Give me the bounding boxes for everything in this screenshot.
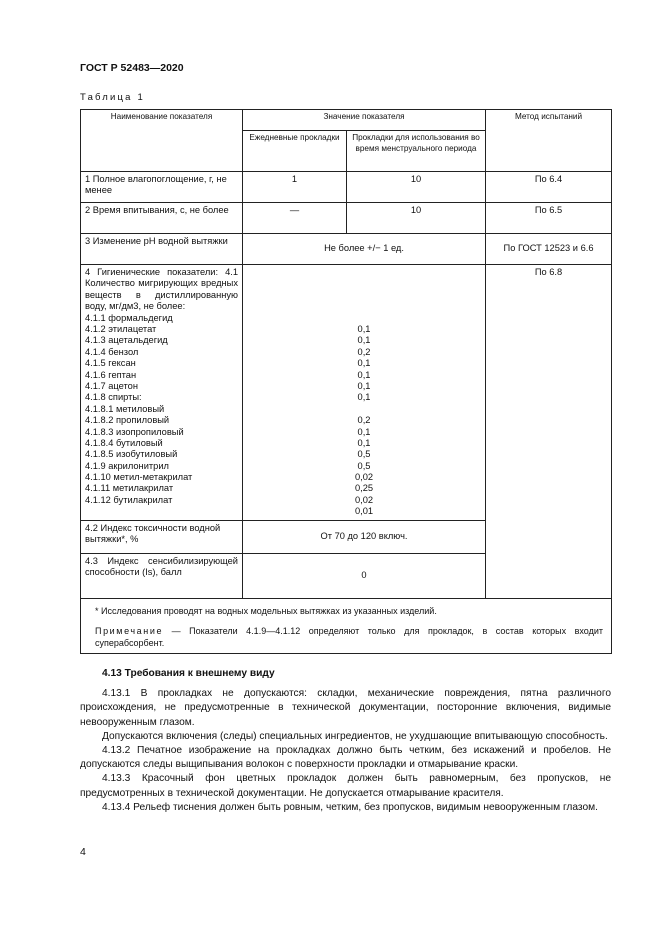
- table-row: [81, 234, 612, 265]
- row-method: По 6.4: [486, 172, 612, 203]
- hygiene-names: [81, 265, 243, 521]
- hygiene-item-value: 0,02: [354, 472, 374, 483]
- hygiene-item-name: 4.1.5 гексан: [85, 358, 136, 369]
- hygiene-item-values: [247, 324, 481, 518]
- toxicity-name: 4.2 Индекс токсичности водной вытяжки*, %: [81, 520, 243, 553]
- hygiene-item-name: 4.1.8.2 пропиловый: [85, 415, 170, 426]
- hygiene-item-name: 4.1.10 метил-метакрилат: [85, 472, 193, 483]
- indicators-table: [80, 109, 612, 654]
- note-label: Примечание: [95, 625, 164, 636]
- paragraph: 4.13.3 Красочный фон цветных прокладок должен быть равномерным, без пропусков, не предусмотренных в технической документации. Не допускается отмарывание красителя.: [80, 773, 611, 799]
- row-menstrual: 10: [347, 203, 486, 234]
- section-title: 4.13 Требования к внешнему виду: [102, 668, 275, 679]
- toxicity-value: От 70 до 120 включ.: [243, 520, 486, 553]
- sensitization-value: 0: [243, 553, 486, 598]
- row-name: 1 Полное влагопоглощение, г, не менее: [81, 172, 243, 203]
- hygiene-method: По 6.8: [486, 265, 612, 599]
- header-menstrual: Прокладки для использования во время менструального периода: [347, 131, 486, 172]
- hygiene-item-value: 0,1: [357, 335, 371, 346]
- hygiene-item-name: 4.1.2 этилацетат: [85, 324, 157, 335]
- row-name: 3 Изменение pH водной вытяжки: [81, 234, 243, 265]
- hygiene-item-name: 4.1.8.4 бутиловый: [85, 437, 163, 448]
- hygiene-item-value: 0,1: [357, 437, 371, 448]
- hygiene-item-name: 4.1.8.3 изопропиловый: [85, 426, 184, 437]
- standard-designation: ГОСТ Р 52483—2020: [80, 62, 184, 74]
- row-method: По 6.5: [486, 203, 612, 234]
- hygiene-item-value: 0,5: [357, 449, 371, 460]
- header-method: Метод испытаний: [486, 110, 612, 172]
- table-footnote-row: [81, 598, 612, 653]
- hygiene-item-name: 4.1.6 гептан: [85, 369, 137, 380]
- hygiene-item-value: 0,01: [354, 506, 374, 517]
- hygiene-item-value: 0,5: [357, 460, 371, 471]
- page-number: 4: [80, 846, 86, 858]
- row-name: 2 Время впитывания, с, не более: [81, 203, 243, 234]
- hygiene-item-value: 0,02: [354, 494, 374, 505]
- row-daily: —: [243, 203, 347, 234]
- table-row: [81, 172, 612, 203]
- paragraph: 4.13.2 Печатное изображение на прокладках должно быть четким, без искажений и пробелов. Не допускаются следы выщипывания волокон с поверхности прокладки и отмарывание краски.: [80, 745, 611, 771]
- hygiene-item-value: 0,25: [354, 483, 374, 494]
- row-daily: 1: [243, 172, 347, 203]
- hygiene-intro: 4 Гигиенические показатели: 4.1 Количество мигрирующих вредных веществ в дистиллированную воду, мг/дм3, не более:: [85, 267, 238, 312]
- hygiene-item-value: 0,1: [357, 369, 371, 380]
- table-note: [95, 625, 603, 649]
- hygiene-item-value: 0,1: [357, 324, 371, 334]
- hygiene-item-name: 4.1.4 бензол: [85, 346, 139, 357]
- hygiene-item-value: 0,1: [357, 392, 371, 403]
- hygiene-item-name: 4.1.7 ацетон: [85, 380, 138, 391]
- section-4-13: [80, 667, 611, 815]
- table-footnote: * Исследования проводят на водных модельных вытяжках из указанных изделий.: [95, 605, 437, 616]
- hygiene-item-value: 0,1: [357, 426, 371, 437]
- paragraph: 4.13.1 В прокладках не допускаются: складки, механические повреждения, пятна различного происхождения, не предусмотренные в технической документации, посторонние включения, видимые невооруженным глазом.: [80, 688, 611, 728]
- row-merged-value: Не более +/− 1 ед.: [243, 234, 486, 265]
- row-menstrual: 10: [347, 172, 486, 203]
- sensitization-name: 4.3 Индекс сенсибилизирующей способности (Is), балл: [81, 553, 243, 598]
- header-daily: Ежедневные прокладки: [243, 131, 347, 172]
- hygiene-item-name: 4.1.3 ацетальдегид: [85, 335, 168, 346]
- hygiene-item-value: 0,2: [357, 346, 371, 357]
- table-row-hygiene: [81, 265, 612, 521]
- hygiene-values: [243, 265, 486, 521]
- table-caption: Таблица 1: [80, 92, 145, 103]
- hygiene-item-name: 4.1.1 формальдегид: [85, 312, 173, 323]
- hygiene-item-name: 4.1.8.1 метиловый: [85, 403, 165, 414]
- header-name: Наименование показателя: [81, 110, 243, 172]
- hygiene-item-name: 4.1.8 спирты:: [85, 392, 142, 403]
- table-header-row: [81, 110, 612, 131]
- hygiene-item-value: 0,1: [357, 358, 371, 369]
- hygiene-item-names: [85, 313, 238, 507]
- hygiene-item-name: 4.1.12 бутилакрилат: [85, 494, 173, 505]
- hygiene-item-value: [247, 404, 481, 415]
- hygiene-item-name: 4.1.8.5 изобутиловый: [85, 449, 178, 460]
- hygiene-item-value: 0,1: [357, 380, 371, 391]
- paragraph: Допускаются включения (следы) специальных ингредиентов, не ухудшающие впитывающую способность.: [102, 730, 608, 742]
- hygiene-item-name: 4.1.9 акрилонитрил: [85, 460, 169, 471]
- row-method: По ГОСТ 12523 и 6.6: [486, 234, 612, 265]
- paragraph: 4.13.4 Рельеф тиснения должен быть ровным, четким, без пропусков, видимым невооруженным глазом.: [102, 801, 598, 813]
- hygiene-item-name: 4.1.11 метилакрилат: [85, 483, 174, 494]
- hygiene-item-value: 0,2: [357, 415, 371, 426]
- note-text: — Показатели 4.1.9—4.1.12 определяют только для прокладок, в состав которых входит суперабсорбент.: [95, 625, 603, 648]
- header-value-group: Значение показателя: [243, 110, 486, 131]
- table-row: [81, 203, 612, 234]
